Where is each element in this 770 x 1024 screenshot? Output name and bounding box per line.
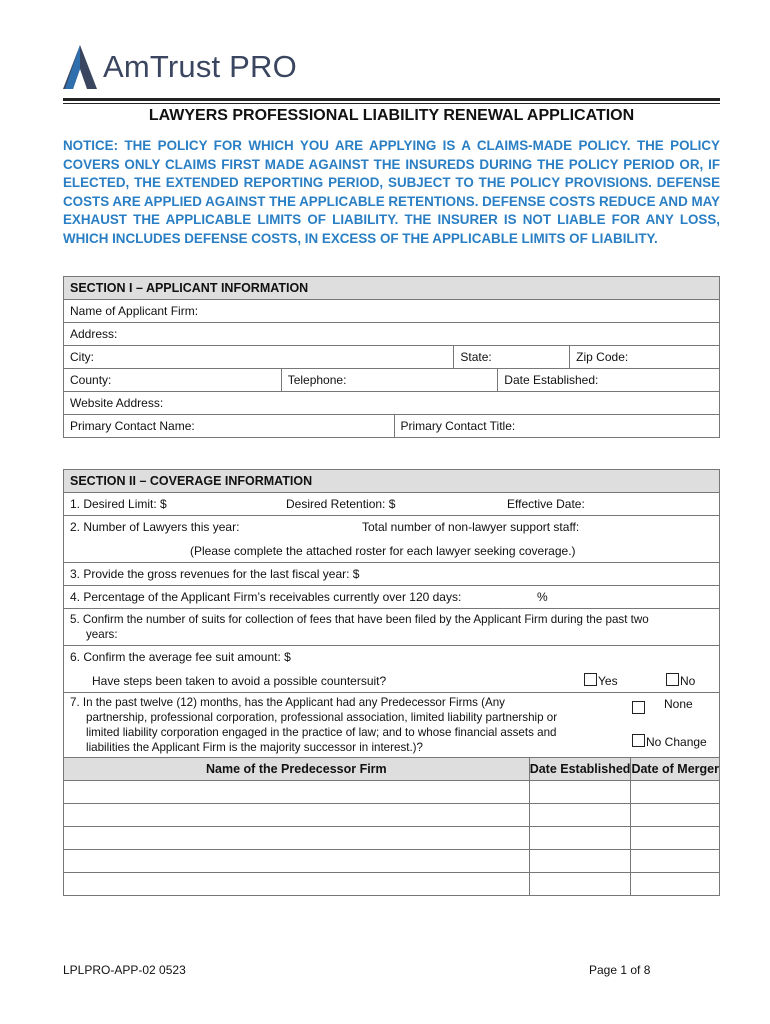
address-field[interactable]: Address:	[64, 323, 720, 346]
county-field[interactable]: County:	[64, 369, 282, 392]
section-2-heading: SECTION II – COVERAGE INFORMATION	[64, 470, 720, 493]
question-2-row	[64, 516, 720, 563]
fee-suits-count-field[interactable]	[64, 609, 720, 646]
date-of-merger-cell[interactable]	[631, 827, 720, 850]
section-1-heading: SECTION I – APPLICANT INFORMATION	[64, 277, 720, 300]
question-1-row	[64, 493, 720, 516]
title-rule-thin	[63, 103, 720, 104]
predecessor-table-row	[64, 781, 720, 804]
predecessor-firm-name-header: Name of the Predecessor Firm	[64, 758, 530, 781]
no-change-checkbox[interactable]	[632, 734, 645, 747]
date-established-cell[interactable]	[529, 873, 631, 896]
desired-retention-field[interactable]: Desired Retention: $	[286, 497, 396, 511]
number-of-lawyers-field[interactable]: 2. Number of Lawyers this year:	[70, 520, 240, 534]
predecessor-name-cell[interactable]	[64, 827, 530, 850]
question-7-row	[64, 693, 720, 758]
countersuit-no-option[interactable]	[666, 673, 695, 688]
section-2-table	[63, 469, 720, 896]
yes-checkbox[interactable]	[584, 673, 597, 686]
applicant-firm-name-field[interactable]: Name of Applicant Firm:	[64, 300, 720, 323]
no-change-label: No Change	[646, 735, 707, 749]
title-rule	[63, 98, 720, 101]
question-5-line-2: years:	[86, 628, 118, 641]
website-address-field[interactable]: Website Address:	[64, 392, 720, 415]
telephone-field[interactable]: Telephone:	[281, 369, 498, 392]
receivables-percentage-field[interactable]: 4. Percentage of the Applicant Firm’s receivables currently over 120 days:	[70, 590, 462, 604]
predecessor-table-row	[64, 873, 720, 896]
page-number: Page 1 of 8	[589, 963, 651, 977]
city-field[interactable]: City:	[64, 346, 454, 369]
yes-label: Yes	[598, 674, 618, 688]
none-label: None	[664, 697, 693, 711]
gross-revenues-field[interactable]: 3. Provide the gross revenues for the last fiscal year: $	[64, 563, 720, 586]
logo-text: AmTrust PRO	[103, 49, 297, 84]
none-checkbox[interactable]	[632, 701, 645, 714]
predecessor-table-row	[64, 827, 720, 850]
countersuit-question: Have steps been taken to avoid a possible countersuit?	[92, 674, 387, 688]
date-of-merger-header: Date of Merger	[631, 758, 720, 781]
question-7-line-4: liabilities the Applicant Firm is the majority successor in interest.)?	[86, 741, 423, 754]
predecessor-name-cell[interactable]	[64, 804, 530, 827]
primary-contact-title-field[interactable]: Primary Contact Title:	[394, 415, 720, 438]
claims-made-notice: NOTICE: THE POLICY FOR WHICH YOU ARE APPLYING IS A CLAIMS-MADE POLICY. THE POLICY COVERS ONLY CLAIMS FIRST MADE AGAINST THE INSUREDS DURING THE POLICY PERIOD OR, IF ELECTED, THE EXTENDED REPORTING PERIOD, SUBJECT TO THE POLICY PROVISIONS. DEFENSE COSTS ARE APPLIED AGAINST THE APPLICABLE RETENTIONS. DEFENSE COSTS REDUCE AND MAY EXHAUST THE APPLICABLE LIMITS OF LIABILITY. THE INSURER IS NOT LIABLE FOR ANY LOSS, WHICH INCLUDES DEFENSE COSTS, IN EXCESS OF THE APPLICABLE LIMITS OF LIABILITY.	[63, 138, 720, 246]
predecessor-name-cell[interactable]	[64, 781, 530, 804]
predecessor-name-cell[interactable]	[64, 850, 530, 873]
section-1-table	[63, 276, 720, 438]
amtrust-logo-icon	[63, 45, 97, 89]
form-id: LPLPRO-APP-02 0523	[63, 963, 186, 977]
date-established-cell[interactable]	[529, 804, 631, 827]
predecessor-table-row	[64, 850, 720, 873]
percent-sign: %	[537, 590, 548, 604]
date-of-merger-cell[interactable]	[631, 804, 720, 827]
date-established-header: Date Established	[529, 758, 631, 781]
desired-limit-field[interactable]: 1. Desired Limit: $	[70, 497, 167, 511]
question-6-row	[64, 646, 720, 693]
predecessor-table-row	[64, 804, 720, 827]
question-7-line-1: 7. In the past twelve (12) months, has the Applicant had any Predecessor Firms (Any	[70, 696, 505, 709]
question-4-row	[64, 586, 720, 609]
no-checkbox[interactable]	[666, 673, 679, 686]
date-of-merger-cell[interactable]	[631, 781, 720, 804]
no-change-option[interactable]	[632, 734, 707, 749]
date-of-merger-cell[interactable]	[631, 873, 720, 896]
roster-note: (Please complete the attached roster for each lawyer seeking coverage.)	[190, 544, 576, 558]
date-of-merger-cell[interactable]	[631, 850, 720, 873]
predecessor-name-cell[interactable]	[64, 873, 530, 896]
state-field[interactable]: State:	[454, 346, 570, 369]
date-established-cell[interactable]	[529, 850, 631, 873]
effective-date-field[interactable]: Effective Date:	[507, 497, 585, 511]
question-7-line-2: partnership, professional corporation, professional association, limited liability partnership or	[86, 711, 558, 724]
average-fee-suit-field[interactable]: 6. Confirm the average fee suit amount: $	[70, 650, 291, 664]
date-established-cell[interactable]	[529, 781, 631, 804]
no-label: No	[680, 674, 696, 688]
page-title: LAWYERS PROFESSIONAL LIABILITY RENEWAL APPLICATION	[148, 107, 635, 124]
date-established-cell[interactable]	[529, 827, 631, 850]
question-7-line-3: limited liability corporation engaged in the practice of law; and to whose financial assets and	[86, 726, 557, 739]
date-established-field[interactable]: Date Established:	[498, 369, 720, 392]
countersuit-yes-option[interactable]	[584, 673, 618, 688]
zip-code-field[interactable]: Zip Code:	[570, 346, 720, 369]
predecessor-firms-question	[70, 695, 557, 755]
question-5-line-1: 5. Confirm the number of suits for collection of fees that have been filed by the Applicant Firm during the past two	[70, 613, 649, 626]
primary-contact-name-field[interactable]: Primary Contact Name:	[64, 415, 395, 438]
amtrust-logo	[63, 44, 297, 90]
support-staff-field[interactable]: Total number of non-lawyer support staff:	[362, 520, 580, 534]
